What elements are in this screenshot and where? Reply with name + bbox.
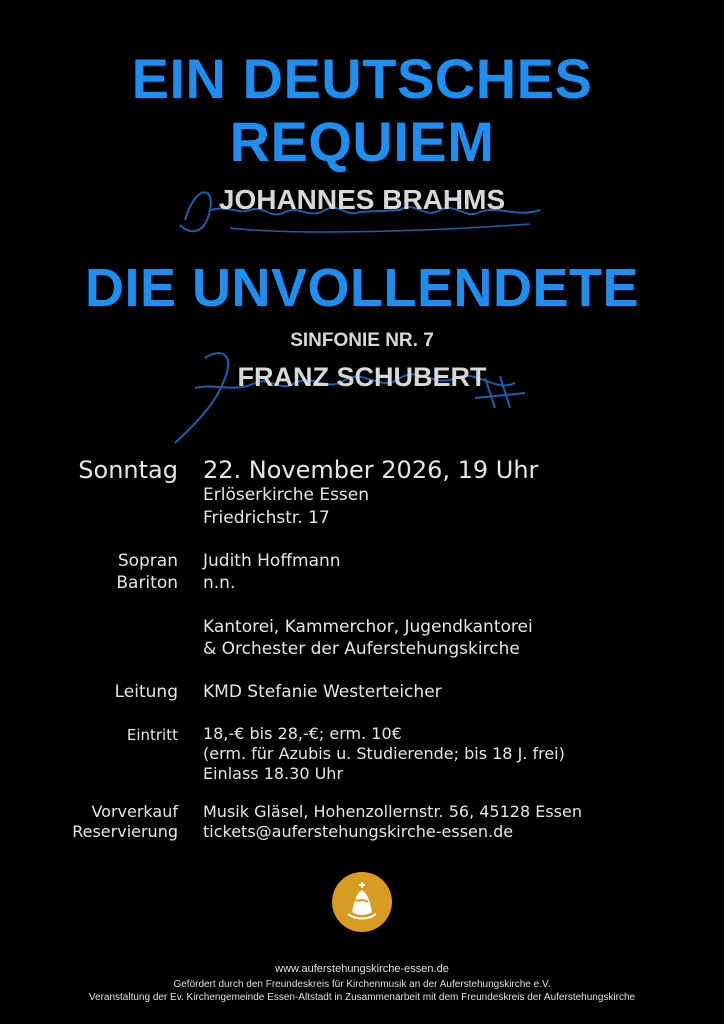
ensembles-line-2: & Orchester der Auferstehungskirche — [203, 639, 520, 659]
reservierung-email[interactable]: tickets@auferstehungskirche-essen.de — [203, 822, 514, 841]
church-logo — [332, 872, 392, 932]
sopran-name: Judith Hoffmann — [203, 551, 341, 571]
day-label: Sonntag — [78, 456, 178, 484]
title-line-2: REQUIEM — [229, 110, 495, 173]
vorverkauf-label: Vorverkauf — [91, 802, 178, 821]
sopran-label: Sopran — [117, 551, 178, 571]
subtitle-sinfonie: SINFONIE NR. 7 — [290, 330, 434, 351]
title-die-unvollendete: DIE UNVOLLENDETE — [84, 258, 640, 318]
eintritt-reduced-note: (erm. für Azubis u. Studierende; bis 18 J. frei) — [203, 744, 565, 763]
event-date: 22. November 2026, 19 Uhr — [203, 456, 539, 484]
footer-website[interactable]: www.auferstehungskirche-essen.de — [275, 963, 449, 975]
ensembles-line-1: Kantorei, Kammerchor, Jugendkantorei — [203, 617, 533, 637]
vorverkauf-info: Musik Gläsel, Hohenzollernstr. 56, 45128 Essen — [203, 802, 582, 821]
eintritt-prices: 18,-€ bis 28,-€; erm. 10€ — [203, 724, 402, 743]
composer-schubert: FRANZ SCHUBERT — [237, 362, 487, 392]
leitung-label: Leitung — [114, 682, 178, 702]
einlass-time: Einlass 18.30 Uhr — [203, 764, 344, 783]
title-line-1: EIN DEUTSCHES — [131, 47, 593, 110]
bariton-label: Bariton — [116, 573, 178, 593]
footer-sponsor: Gefördert durch den Freundeskreis für Kirchenmusik an der Auferstehungskirche e.V. — [173, 979, 551, 990]
church-bell-icon — [332, 872, 392, 932]
reservierung-label: Reservierung — [72, 822, 178, 841]
venue-address: Friedrichstr. 17 — [203, 508, 330, 528]
eintritt-label: Eintritt — [126, 726, 178, 744]
bariton-name: n.n. — [203, 573, 236, 593]
footer-organizer: Veranstaltung der Ev. Kirchengemeinde Essen-Altstadt in Zusammenarbeit mit dem Freundeskreis der Auferstehungskirche — [88, 992, 636, 1003]
schubert-signature — [165, 338, 545, 448]
composer-brahms: JOHANNES BRAHMS — [218, 184, 506, 215]
venue-name: Erlöserkirche Essen — [203, 485, 370, 505]
leitung-name: KMD Stefanie Westerteicher — [203, 682, 442, 702]
